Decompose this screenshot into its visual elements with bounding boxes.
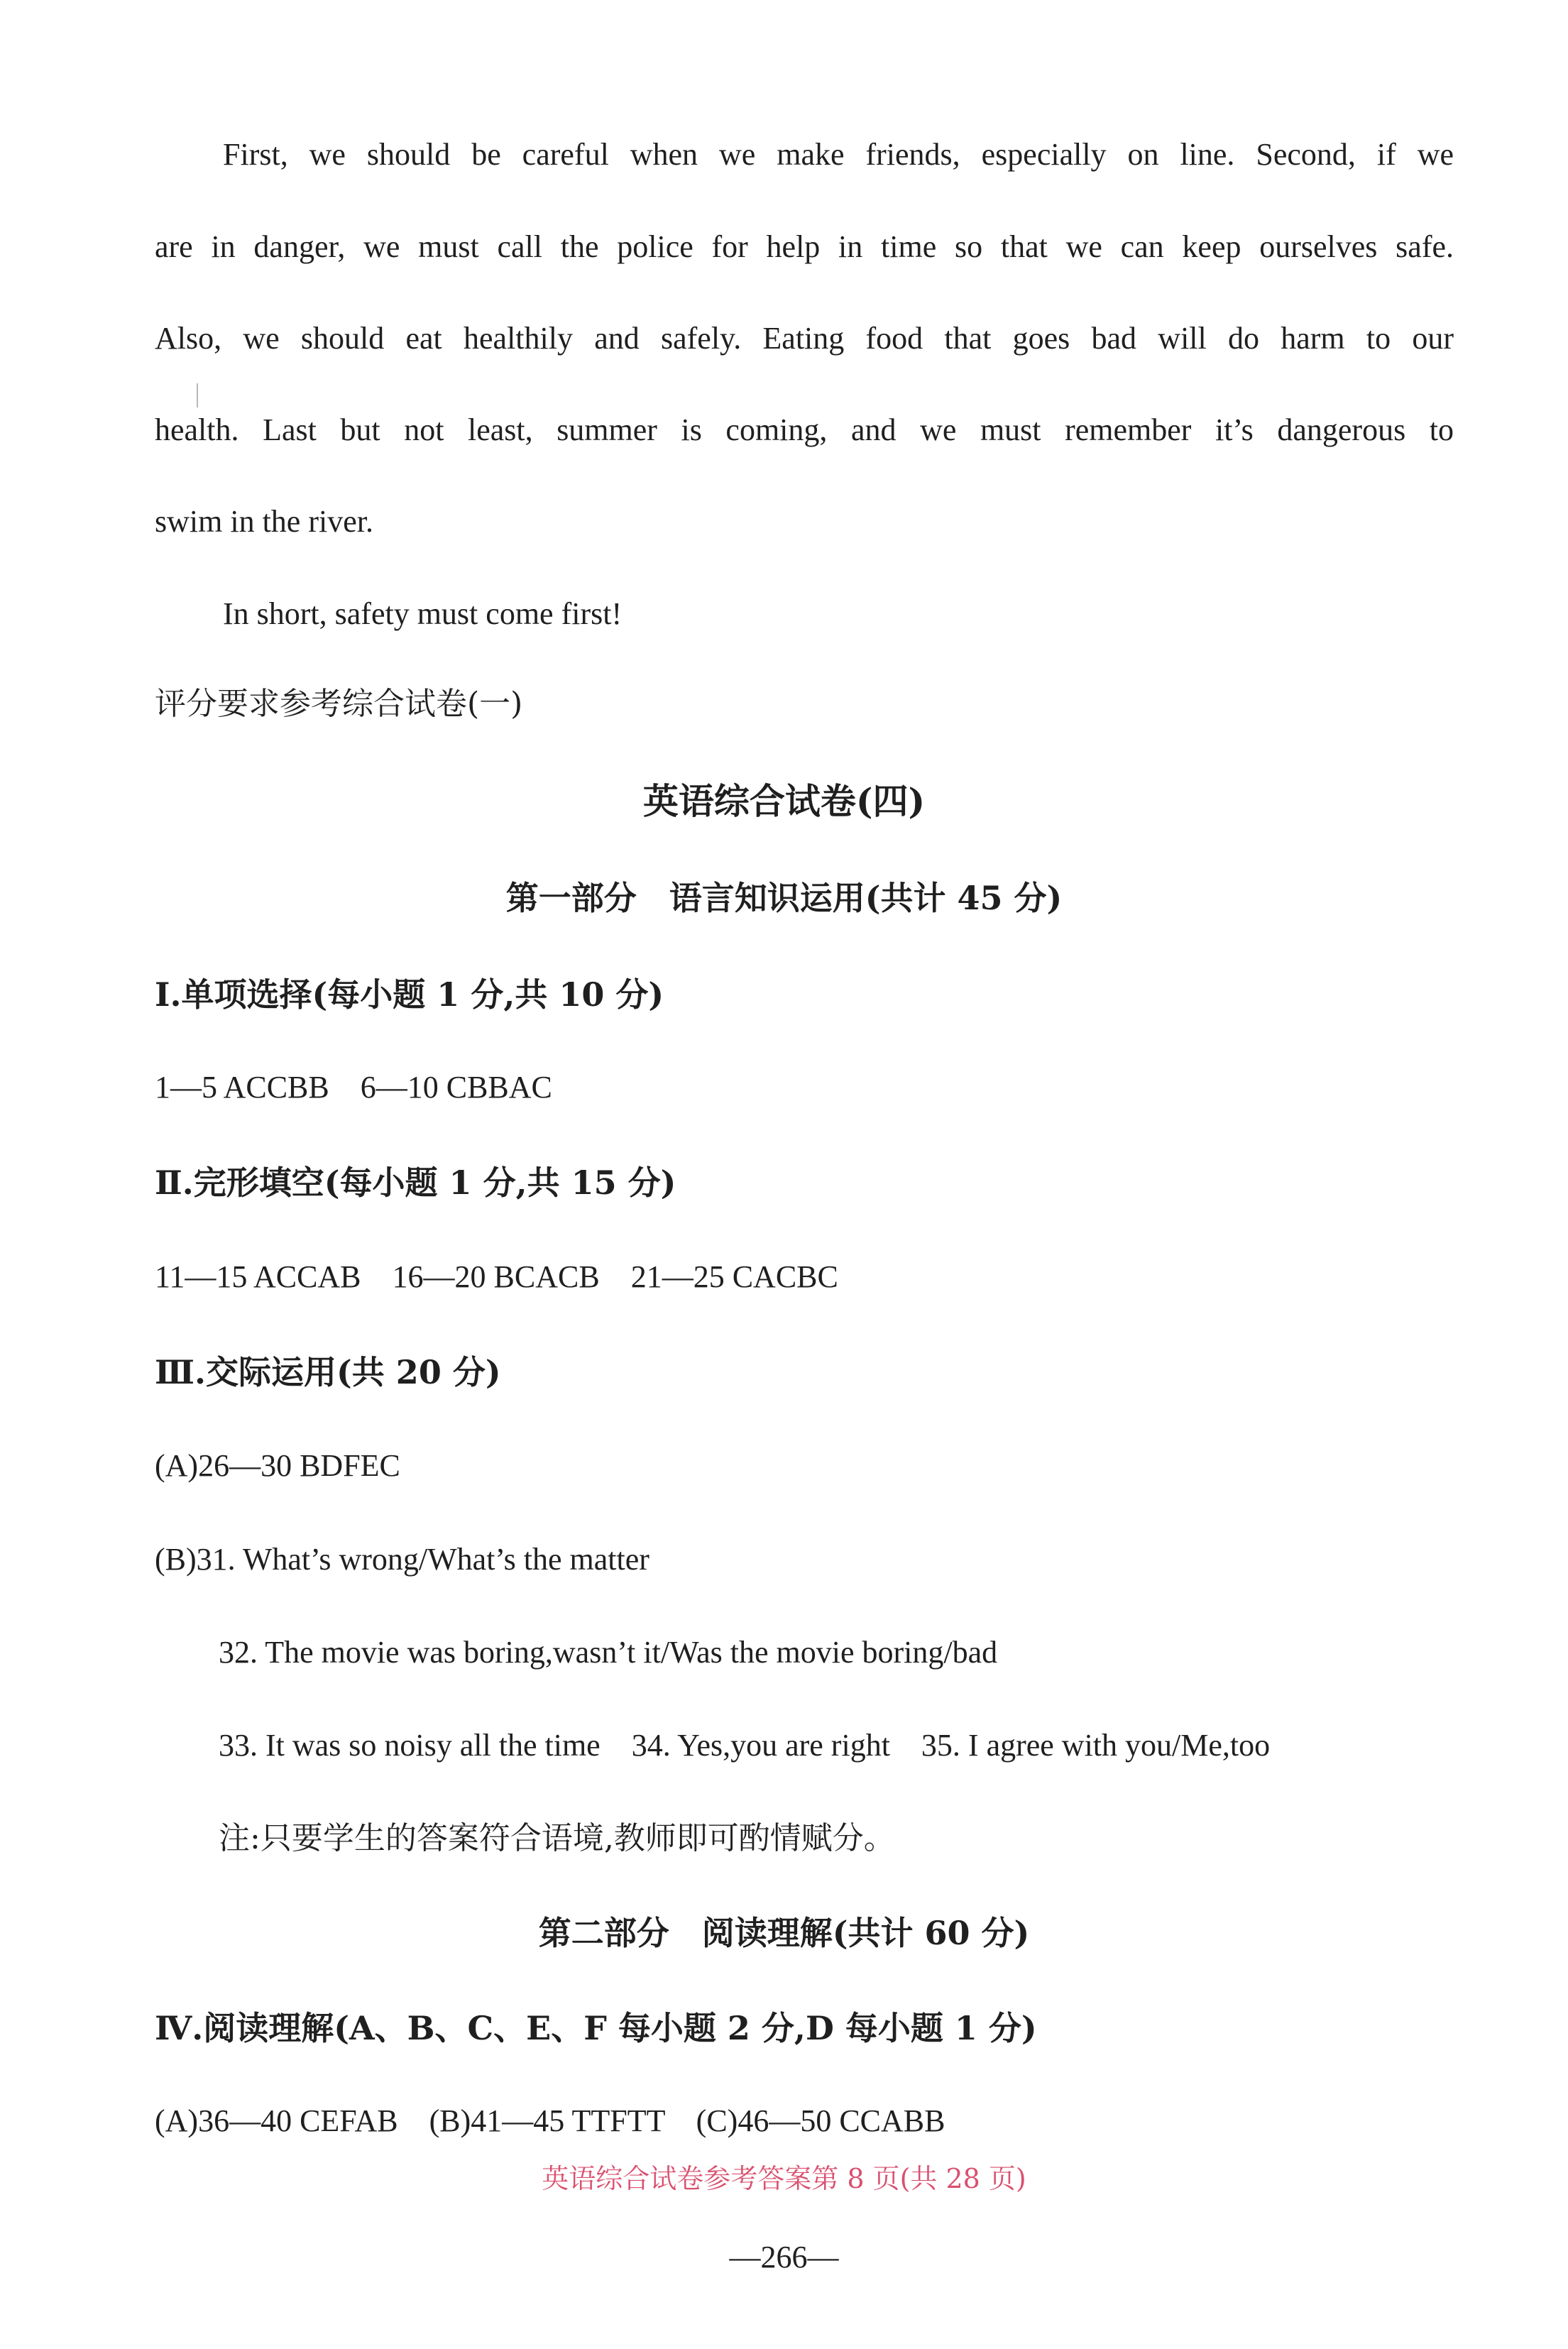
footer-answer-page: 英语综合试卷参考答案第 8 页(共 28 页) [542, 2163, 1026, 2194]
part2-title: 第二部分 阅读理解(共计 60 分) [538, 1914, 1030, 1952]
section4-title: Ⅳ.阅读理解(A、B、C、E、F 每小题 2 分,D 每小题 1 分) [155, 2009, 1037, 2047]
section3-answer-32: 32. The movie was boring,wasn’t it/Was the movie boring/bad [219, 1635, 998, 1670]
essay-line-3: Also, we should eat healthily and safely. Eating food that goes bad will do harm to our [155, 321, 1454, 356]
essay-line-6: In short, safety must come first! [223, 596, 623, 631]
section1-title: Ⅰ.单项选择(每小题 1 分,共 10 分) [155, 975, 664, 1014]
section4-answers: (A)36—40 CEFAB (B)41—45 TTFTT (C)46—50 CCABB [155, 2103, 945, 2138]
section2-answers: 11—15 ACCAB 16—20 BCACB 21—25 CACBC [155, 1259, 838, 1294]
scoring-note: 评分要求参考综合试卷(一) [155, 686, 523, 722]
essay-line-1: First, we should be careful when we make friends, especially on line. Second, if we [223, 137, 1454, 172]
section3-part-a: (A)26—30 BDFEC [155, 1448, 400, 1483]
essay-line-2: are in danger, we must call the police for help in time so that we can keep ourselves safe. [155, 229, 1454, 264]
stray-pen-mark [197, 383, 198, 407]
section3-note: 注:只要学生的答案符合语境,教师即可酌情赋分。 [219, 1820, 895, 1856]
essay-line-5: swim in the river. [155, 504, 373, 539]
section3-title: Ⅲ.交际运用(共 20 分) [155, 1353, 501, 1391]
section2-title: Ⅱ.完形填空(每小题 1 分,共 15 分) [155, 1163, 676, 1202]
section3-answer-31: (B)31. What’s wrong/What’s the matter [155, 1542, 649, 1577]
exam-title: 英语综合试卷(四) [642, 780, 926, 822]
essay-line-4: health. Last but not least, summer is coming, and we must remember it’s dangerous to [155, 412, 1454, 447]
section1-answers: 1—5 ACCBB 6—10 CBBAC [155, 1070, 552, 1105]
section3-answers-33-35: 33. It was so noisy all the time 34. Yes,you are right 35. I agree with you/Me,too [219, 1728, 1271, 1763]
page-number: —266— [729, 2240, 839, 2274]
part1-title: 第一部分 语言知识运用(共计 45 分) [505, 879, 1063, 917]
